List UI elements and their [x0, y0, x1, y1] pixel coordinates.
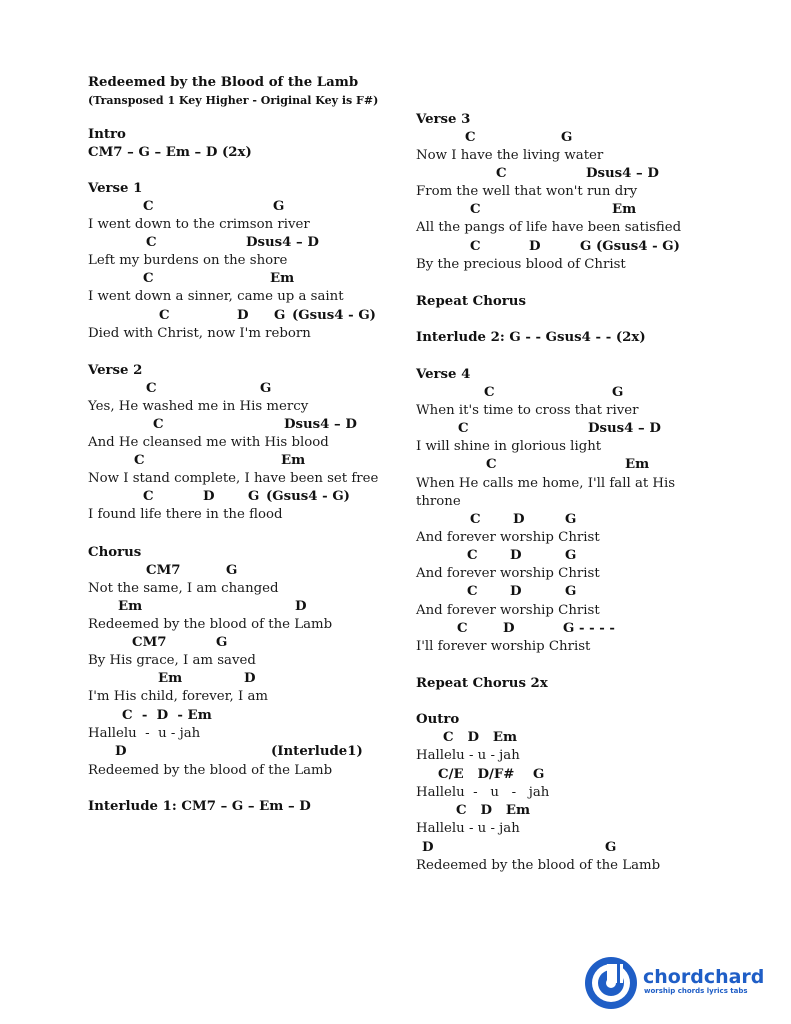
- chord: C: [134, 453, 145, 468]
- lyric-line: When it's time to cross that river: [416, 403, 639, 418]
- chord: D: [295, 599, 307, 614]
- lyric-line: I'll forever worship Christ: [416, 639, 591, 654]
- chord: D: [237, 308, 249, 323]
- section-heading: Chorus: [88, 545, 142, 560]
- section-heading: Interlude 1: CM7 – G – Em – D: [88, 799, 311, 814]
- chord: (Gsus4 - G): [266, 489, 350, 504]
- chord: C: [465, 130, 476, 145]
- lyric-line: All the pangs of life have been satisfied: [416, 220, 682, 235]
- chord: C: [496, 166, 507, 181]
- lyric-line: Yes, He washed me in His mercy: [88, 399, 309, 414]
- chord: C: [153, 417, 164, 432]
- chord: C/E D/F# G: [438, 767, 545, 782]
- lyric-line: And forever worship Christ: [416, 603, 600, 618]
- chord: CM7: [146, 563, 181, 578]
- lyric-line: I went down to the crimson river: [88, 217, 310, 232]
- section-heading: CM7 – G – Em – D (2x): [88, 145, 252, 160]
- chord: C: [143, 271, 154, 286]
- chord: D: [510, 548, 522, 563]
- chord: (Gsus4 - G): [292, 308, 376, 323]
- chord: Em: [270, 271, 295, 286]
- chord: Dsus4 – D: [586, 166, 659, 181]
- section-heading: Intro: [88, 127, 126, 142]
- chord: G: [274, 308, 286, 323]
- chord: C: [470, 512, 481, 527]
- logo-tagline: worship chords lyrics tabs: [644, 987, 748, 995]
- chord: (Interlude1): [271, 744, 363, 759]
- chordchard-logo[interactable]: [583, 955, 768, 1011]
- chord: C: [467, 584, 478, 599]
- song-title: Redeemed by the Blood of the Lamb: [88, 75, 359, 90]
- section-heading: Outro: [416, 712, 460, 727]
- lyric-line: throne: [416, 494, 461, 509]
- chord: CM7: [132, 635, 167, 650]
- section-heading: Interlude 2: G - - Gsus4 - - (2x): [416, 330, 646, 345]
- lyric-line: Hallelu - u - jah: [416, 785, 550, 800]
- lyric-line: And He cleansed me with His blood: [88, 435, 329, 450]
- chord: C: [470, 239, 481, 254]
- chord: Em: [158, 671, 183, 686]
- logo-wordmark: chordchard: [643, 966, 765, 988]
- section-heading: Verse 2: [88, 363, 143, 378]
- chord: D: [244, 671, 256, 686]
- chord: Em: [118, 599, 143, 614]
- chord: G: [226, 563, 238, 578]
- chord: G: [605, 840, 617, 855]
- chord: Em: [612, 202, 637, 217]
- lyric-line: When He calls me home, I'll fall at His: [416, 476, 676, 491]
- lyric-line: And forever worship Christ: [416, 566, 600, 581]
- chord: G: [216, 635, 228, 650]
- chord: C: [467, 548, 478, 563]
- lyric-line: Redeemed by the blood of the Lamb: [88, 617, 333, 632]
- chord: C: [457, 621, 468, 636]
- lyric-line: Now I stand complete, I have been set free: [88, 471, 379, 486]
- chord: G (Gsus4 - G): [580, 239, 680, 254]
- chord: D: [203, 489, 215, 504]
- lyric-line: Redeemed by the blood of the Lamb: [416, 858, 661, 873]
- chord: C: [146, 235, 157, 250]
- chord: C: [143, 199, 154, 214]
- section-heading: Verse 1: [88, 181, 143, 196]
- song-subtitle: (Transposed 1 Key Higher - Original Key is F#): [88, 94, 379, 107]
- section-heading: Verse 4: [416, 367, 471, 382]
- chord: G: [260, 381, 272, 396]
- chord: G: [565, 584, 577, 599]
- chord: G: [273, 199, 285, 214]
- chordchard-logo-icon: [583, 955, 639, 1011]
- lyric-line: Died with Christ, now I'm reborn: [88, 326, 311, 341]
- chord: C: [470, 202, 481, 217]
- chord: Dsus4 – D: [246, 235, 319, 250]
- chord: Em: [281, 453, 306, 468]
- chord: G: [248, 489, 260, 504]
- lyric-line: I will shine in glorious light: [416, 439, 602, 454]
- chord: D: [529, 239, 541, 254]
- section-heading: Verse 3: [416, 112, 471, 127]
- lyric-line: Hallelu - u - jah: [416, 748, 520, 763]
- chord: C: [159, 308, 170, 323]
- chord: D: [115, 744, 127, 759]
- chord: C - D - Em: [122, 708, 212, 723]
- chord: Dsus4 – D: [588, 421, 661, 436]
- lyric-line: I went down a sinner, came up a saint: [88, 289, 344, 304]
- chord: D: [510, 584, 522, 599]
- chord: D: [422, 840, 434, 855]
- chord: G: [565, 512, 577, 527]
- section-heading: Repeat Chorus 2x: [416, 676, 548, 691]
- chord: G: [612, 385, 624, 400]
- chord: G: [561, 130, 573, 145]
- chord: D: [503, 621, 515, 636]
- chord: C: [486, 457, 497, 472]
- lyric-line: Not the same, I am changed: [88, 581, 279, 596]
- chord: G: [565, 548, 577, 563]
- lyric-line: Hallelu - u - jah: [416, 821, 520, 836]
- section-heading: Repeat Chorus: [416, 294, 526, 309]
- lyric-line: And forever worship Christ: [416, 530, 600, 545]
- lyric-line: I'm His child, forever, I am: [88, 689, 269, 704]
- chord: C: [458, 421, 469, 436]
- chord: C: [146, 381, 157, 396]
- lyric-line: Left my burdens on the shore: [88, 253, 288, 268]
- lyric-line: Now I have the living water: [416, 148, 604, 163]
- lyric-line: Hallelu - u - jah: [88, 726, 201, 741]
- lyric-line: I found life there in the flood: [88, 507, 283, 522]
- lyric-line: By the precious blood of Christ: [416, 257, 626, 272]
- chord: C: [143, 489, 154, 504]
- chord: C D Em: [443, 730, 518, 745]
- chord: C: [484, 385, 495, 400]
- lyric-line: From the well that won't run dry: [416, 184, 638, 199]
- chord: Em: [625, 457, 650, 472]
- chord: D: [513, 512, 525, 527]
- lyric-line: By His grace, I am saved: [88, 653, 256, 668]
- chord: Dsus4 – D: [284, 417, 357, 432]
- chord: G - - - -: [563, 621, 615, 636]
- chord: C D Em: [456, 803, 531, 818]
- lyric-line: Redeemed by the blood of the Lamb: [88, 763, 333, 778]
